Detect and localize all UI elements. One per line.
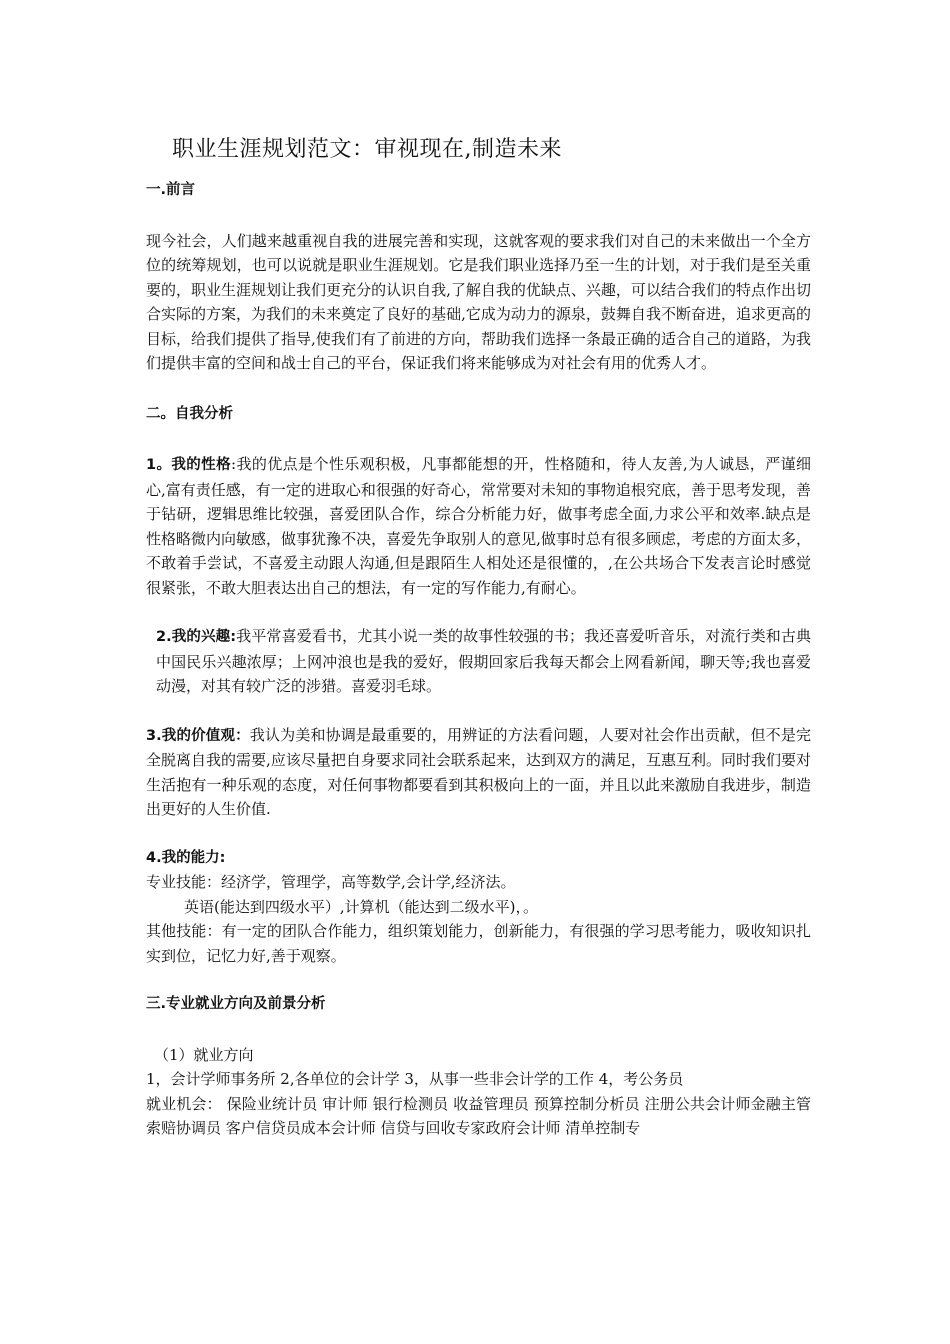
ability-line-professional: 专业技能：经济学，管理学，高等数学,会计学,经济法。 [146,873,516,891]
ability-line-language: 英语(能达到四级水平）,计算机（能达到二级水平)，。 [184,897,538,916]
career-directions-line: 1，会计学师事务所 2,各单位的会计学 3，从事一些非会计学的工作 4，考公务员 [146,1070,684,1088]
ability-label: 4.我的能力: [146,849,226,866]
personality-label: 1。我的性格 [146,457,231,473]
career-opportunities-line: 就业机会： 保险业统计员 审计师 银行检测员 收益管理员 预算控制分析员 注册公共会计师金融主管索赔协调员 客户信贷员成本会计师 信贷与回收专家政府会计师 清单控制专 [146,1094,811,1137]
values-paragraph [146,723,811,822]
career-subheading: （1）就业方向 [154,1045,254,1064]
section-heading-self-analysis: 二。自我分析 [146,405,233,422]
section-heading-preface: 一.前言 [146,182,196,198]
preface-paragraph: 现今社会，人们越来越重视自我的进展完善和实现，这就客观的要求我们对自己的未来做出一个全方位的统筹规划，也可以说就是职业生涯规划。它是我们职业选择乃至一生的计划，对于我们是至关重要的，职业生涯规划让我们更充分的认识自我,了解自我的优缺点、兴趣，可以结合我们的特点作出切合实际的方案，为我们的未来奠定了良好的基础,它成为动力的源泉，鼓舞自我不断奋进，追求更高的目标，给我们提供了指导,使我们有了前进的方向，帮助我们选择一条最正确的适合自己的道路，为我们提供丰富的空间和战士自己的平台，保证我们将来能够成为对社会有用的优秀人才。 [146,231,811,372]
interest-label: 2.我的兴趣: [156,629,237,645]
section-heading-career: 三.专业就业方向及前景分析 [146,996,326,1012]
document-body [146,134,811,1141]
values-text: 我认为美和协调是最重要的，用辨证的方法看问题，人要对社会作出贡献，但不是完全脱离自我的需要,应该尽量把自身要求同社会联系起来，达到双方的满足，互惠互利。同时我们要对生活抱有一种乐观的态度，对任何事物都要看到其积极向上的一面，并且以此来激励自我进步，制造出更好的人生价值. [146,725,811,818]
values-label: 3.我的价值观： [146,727,250,744]
personality-paragraph [146,452,811,600]
personality-text: :我的优点是个性乐观积极，凡事都能想的开，性格随和，待人友善,为人诚恳，严谨细心,富有责任感，有一定的进取心和很强的好奇心，常常要对未知的事物追根究底，善于思考发现，善于钻研，逻辑思维比较强，喜爱团队合作，综合分析能力好，做事考虑全面,力求公平和效率.缺点是性格略微内向敏感，做事犹豫不决，喜爱先争取别人的意见,做事时总有很多顾虑，考虑的方面太多，不敢着手尝试，不喜爱主动跟人沟通,但是跟陌生人相处还是很懂的，,在公共场合下发表言论时感觉很紧张，不敢大胆表达出自己的想法，有一定的写作能力,有耐心。 [146,455,812,597]
interest-text: 我平常喜爱看书，尤其小说一类的故事性较强的书；我还喜爱听音乐，对流行类和古典中国民乐兴趣浓厚；上网冲浪也是我的爱好，假期回家后我每天都会上网看新闻，聊天等;我也喜爱动漫，对其有较广泛的涉猎。喜爱羽毛球。 [156,627,811,695]
ability-line-other: 其他技能：有一定的团队合作能力，组织策划能力，创新能力，有很强的学习思考能力，吸收知识扎实到位，记忆力好,善于观察。 [146,922,811,965]
document-title: 职业生涯规划范文：审视现在,制造未来 [172,137,562,162]
interest-paragraph [146,624,811,699]
